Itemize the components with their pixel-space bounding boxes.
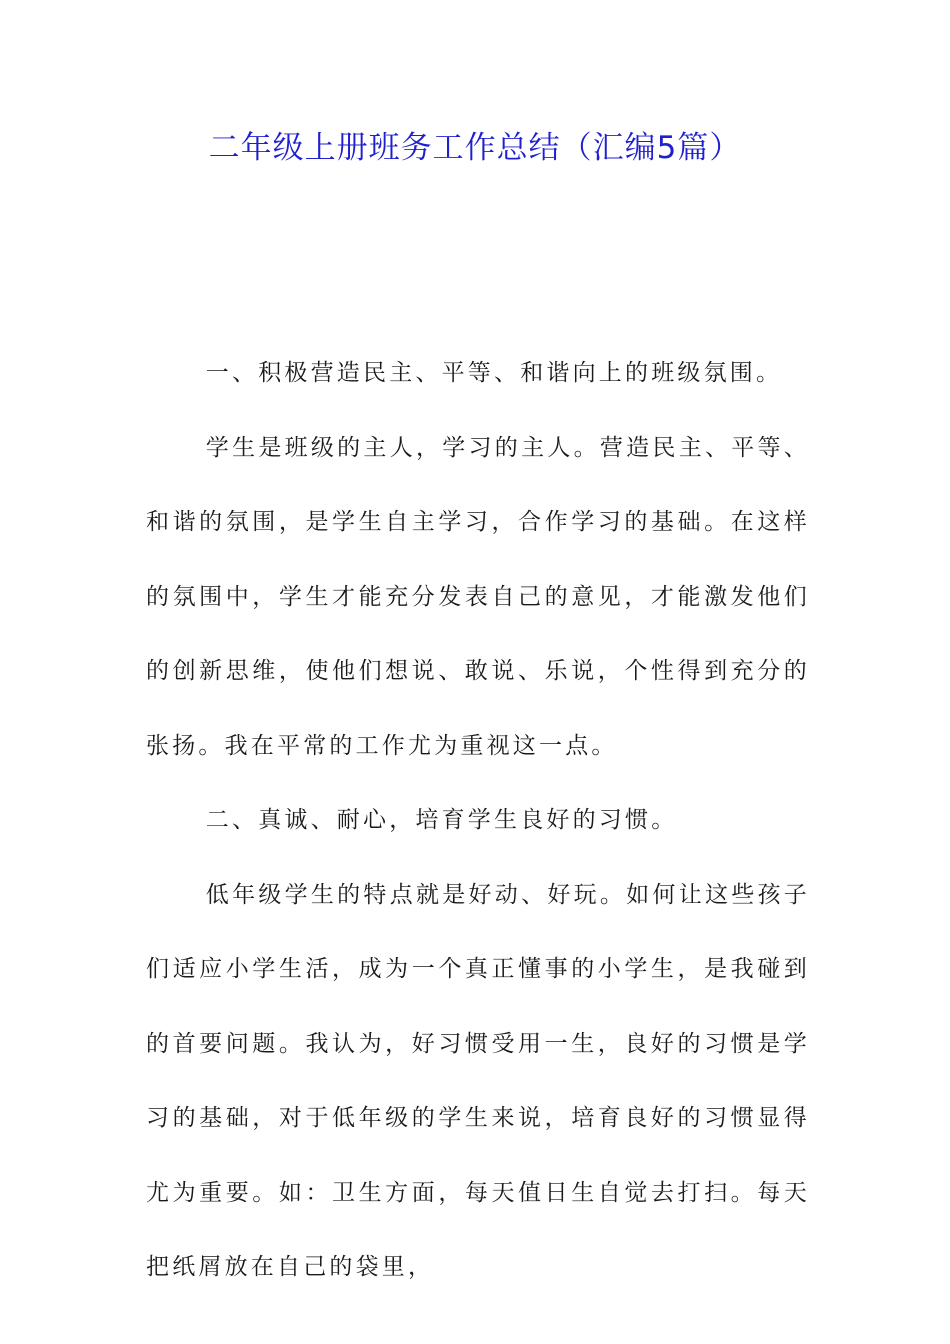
section-heading-2: 二、真诚、耐心，培育学生良好的习惯。 (205, 807, 678, 833)
section-heading-1: 一、积极营造民主、平等、和谐向上的班级氛围。 (205, 360, 783, 386)
document-body (146, 336, 810, 1305)
document-title: 二年级上册班务工作总结（汇编5篇） (208, 130, 742, 166)
body-paragraph-1: 学生是班级的主人，学习的主人。营造民主、平等、和谐的氛围，是学生自主学习，合作学习的基础。在这样的氛围中，学生才能充分发表自己的意见，才能激发他们的创新思维，使他们想说、敢说、乐说，个性得到充分的张扬。我在平常的工作尤为重视这一点。 (146, 434, 810, 759)
body-paragraph-2: 低年级学生的特点就是好动、好玩。如何让这些孩子们适应小学生活，成为一个真正懂事的小学生，是我碰到的首要问题。我认为，好习惯受用一生，良好的习惯是学习的基础，对于低年级的学生来说，培育良好的习惯显得尤为重要。如：卫生方面，每天值日生自觉去打扫。每天把纸屑放在自己的袋里， (146, 881, 810, 1280)
